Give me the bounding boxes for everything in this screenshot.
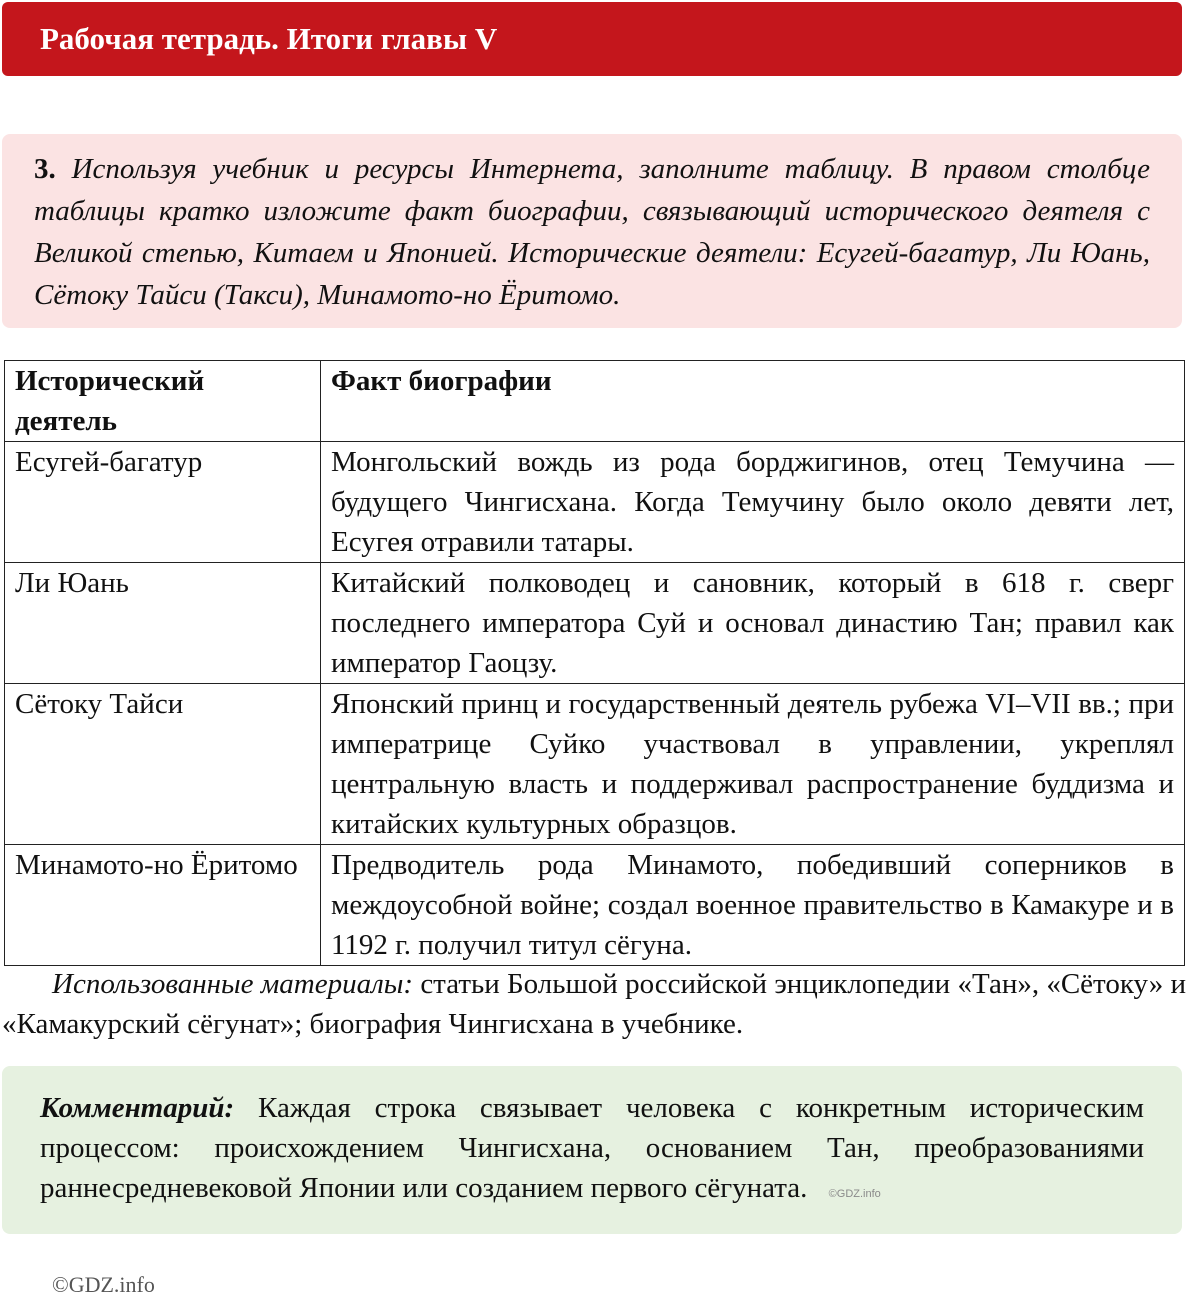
table-row — [5, 684, 1185, 845]
sources-text: статьи Большой российской энциклопедии «Тан», «Сётоку» и «Камакурский сёгунат»; биография Чингисхана в учебнике. — [2, 968, 1186, 1040]
table-row — [5, 563, 1185, 684]
comment — [40, 1088, 1144, 1214]
fact-cell: Монгольский вождь из рода борджигинов, отец Темучина — будущего Чингисхана. Когда Темучину было около девяти лет, Есугея отравили татары. — [321, 442, 1185, 563]
biography-table — [4, 360, 1185, 966]
person-cell: Сётоку Тайси — [5, 684, 321, 845]
person-cell: Ли Юань — [5, 563, 321, 684]
task-box — [2, 134, 1182, 328]
comment-box — [2, 1066, 1182, 1234]
sources-note — [2, 964, 1186, 1044]
footer-watermark: ©GDZ.info — [52, 1272, 155, 1297]
watermark-inline: ©GDZ.info — [828, 1188, 881, 1200]
chapter-title: Рабочая тетрадь. Итоги главы V — [40, 21, 498, 56]
fact-cell: Китайский полководец и сановник, который в 618 г. сверг последнего императора Суй и основал династию Тан; правил как император Гаоцзу. — [321, 563, 1185, 684]
fact-cell: Предводитель рода Минамото, победивший соперников в междоусобной войне; создал военное правительство в Камакуре и в 1192 г. получил титул сёгуна. — [321, 845, 1185, 966]
column-header-fact: Факт биографии — [321, 361, 1185, 442]
person-cell: Минамото-но Ёритомо — [5, 845, 321, 966]
column-header-person: Исторический деятель — [5, 361, 321, 442]
comment-label: Комментарий: — [40, 1092, 235, 1124]
task-number: 3. — [34, 153, 56, 185]
sources-lead: Использованные материалы: — [52, 968, 414, 1000]
table-row — [5, 845, 1185, 966]
chapter-header — [2, 2, 1182, 76]
table-row — [5, 442, 1185, 563]
table-header-row — [5, 361, 1185, 442]
fact-cell: Японский принц и государственный деятель рубежа VI–VII вв.; при императрице Суйко участвовал в управлении, укреплял центральную власть и поддерживал распространение буддизма и китайских культурных образцов. — [321, 684, 1185, 845]
comment-text: Каждая строка связывает человека с конкретным историческим процессом: происхождением Чингисхана, основанием Тан, преобразованиями раннесредневековой Японии или созданием первого сёгуната. — [40, 1092, 1145, 1204]
task-text: Используя учебник и ресурсы Интернета, заполните таблицу. В правом столбце таблицы кратко изложите факт биографии, связывающий исторического деятеля с Великой степью, Китаем и Японией. Исторические деятели: Есугей-багатур, Ли Юань, Сётоку Тайси (Такси), Минамото-но Ёритомо. — [34, 153, 1150, 311]
task-instruction — [34, 148, 1150, 316]
person-cell: Есугей-багатур — [5, 442, 321, 563]
